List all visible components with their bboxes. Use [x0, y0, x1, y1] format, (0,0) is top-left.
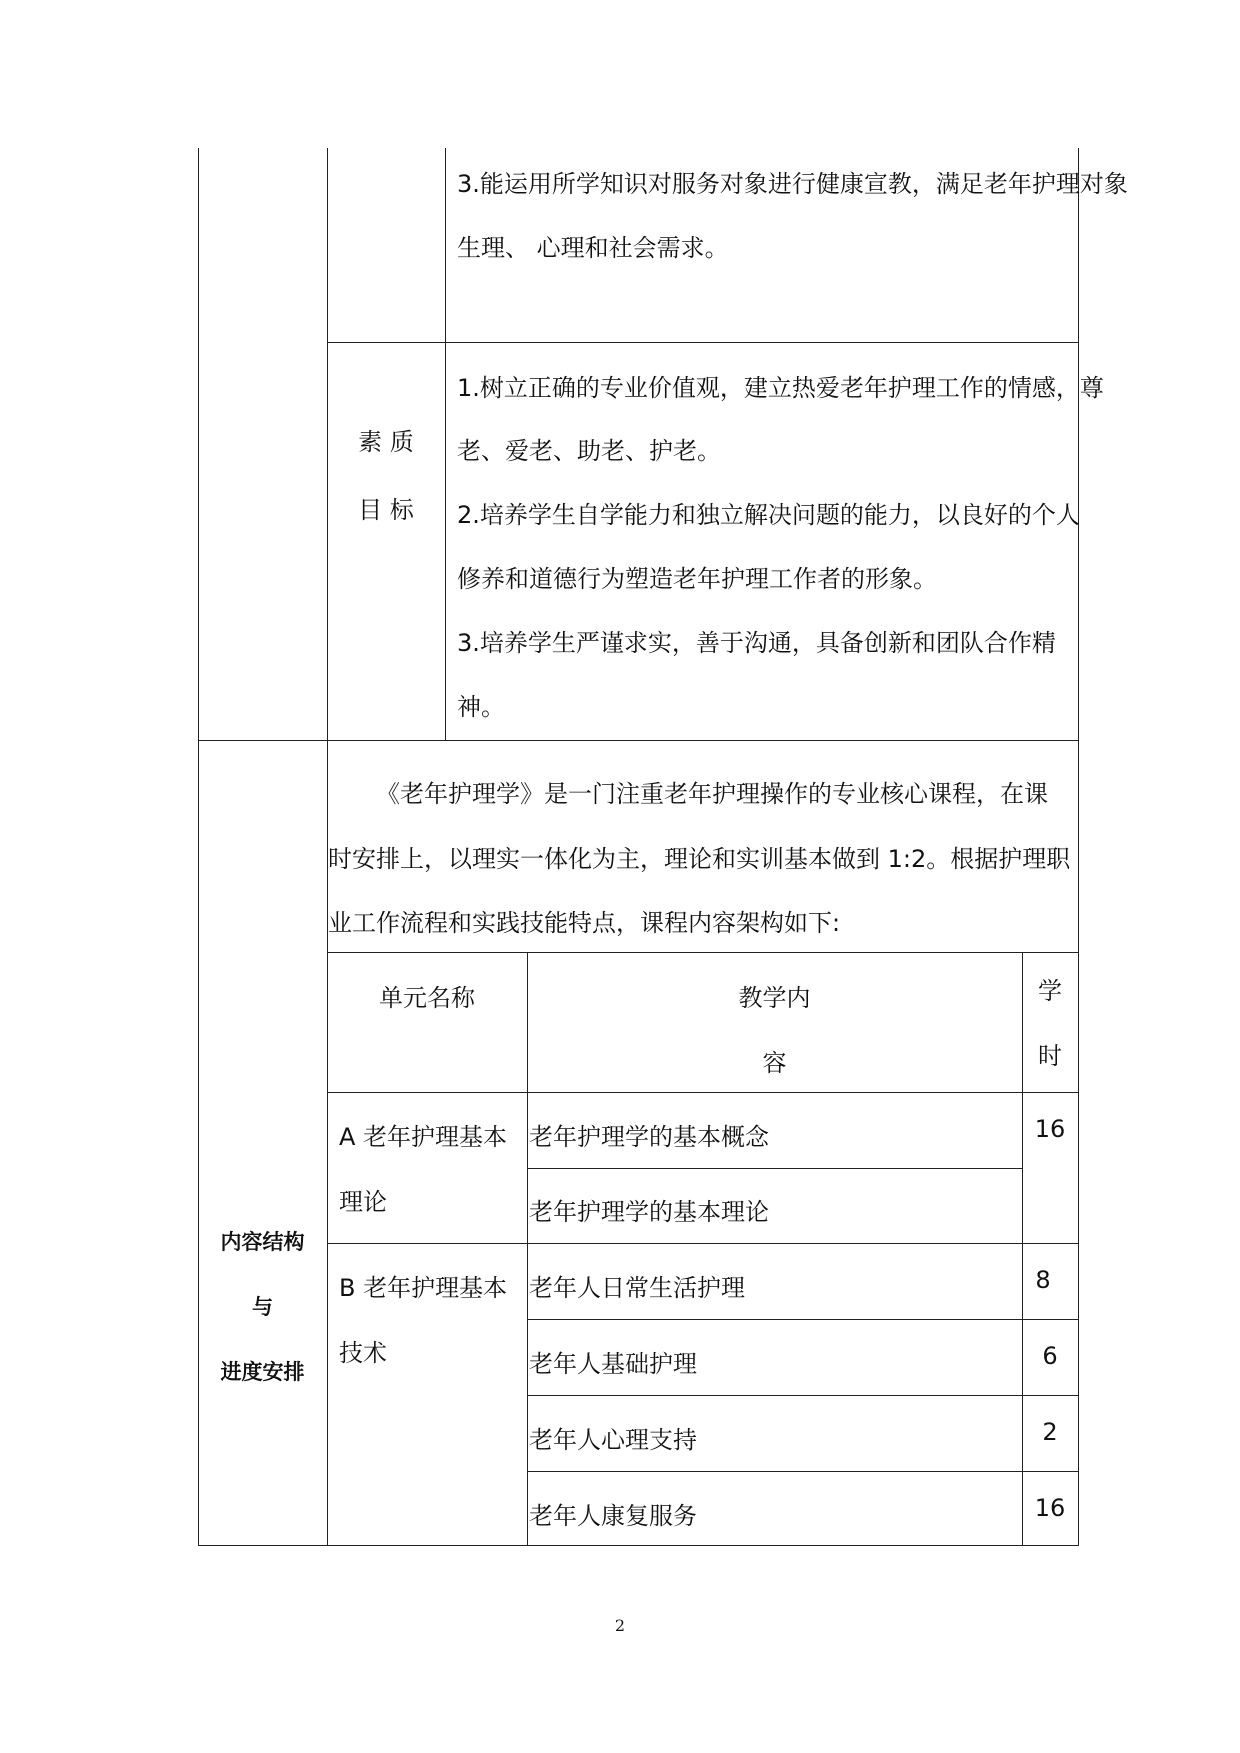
content-section-label-2: 与: [252, 1295, 273, 1319]
header-hours-line2: 时: [1038, 1042, 1062, 1070]
unit-b-row3-content: 老年人心理支持: [529, 1426, 697, 1454]
header-content-line2: 容: [762, 1049, 787, 1077]
table-border-right: [1078, 148, 1079, 1546]
row-divider-section: [198, 740, 1079, 741]
intro-line1: 《老年护理学》是一门注重老年护理操作的专业核心课程，在课: [376, 780, 1048, 808]
intro-line2: 时安排上，以理实一体化为主，理论和实训基本做到 1:2。根据护理职: [328, 845, 1071, 873]
inner-col-unit: [527, 952, 528, 1546]
quality-goal-1-line2: 老、爱老、助老、护老。: [457, 437, 721, 465]
page-number: 2: [614, 1616, 626, 1635]
unit-b-row4-content: 老年人康复服务: [529, 1502, 697, 1530]
inner-header-bottom: [327, 1092, 1079, 1093]
unit-b-row1-hours: 8: [1035, 1266, 1051, 1294]
unit-b-name-line2: 技术: [339, 1339, 387, 1367]
unit-b-row3-hours: 2: [1042, 1418, 1058, 1446]
inner-table-top: [327, 952, 1079, 953]
unit-a-hours: 16: [1034, 1115, 1066, 1143]
inner-row-b3-bottom: [527, 1471, 1079, 1472]
table-border-col2: [445, 148, 446, 740]
header-unit-name: 单元名称: [379, 984, 475, 1012]
unit-a-row1-content: 老年护理学的基本概念: [529, 1123, 769, 1151]
quality-goal-label-2: 目 标: [358, 496, 414, 524]
table-border-left: [198, 148, 199, 1546]
quality-goal-2-line1: 2.培养学生自学能力和独立解决问题的能力，以良好的个人: [457, 501, 1080, 529]
unit-a-row2-content: 老年护理学的基本理论: [529, 1198, 769, 1226]
quality-goal-3-line2: 神。: [457, 693, 505, 721]
inner-row-b1-bottom: [527, 1319, 1079, 1320]
inner-row-a1-bottom: [527, 1168, 1022, 1169]
unit-b-row1-content: 老年人日常生活护理: [529, 1274, 745, 1302]
unit-b-row2-content: 老年人基础护理: [529, 1350, 697, 1378]
content-section-label-3: 进度安排: [220, 1360, 305, 1384]
unit-b-row4-hours: 16: [1034, 1494, 1066, 1522]
quality-goal-3-line1: 3.培养学生严谨求实，善于沟通，具备创新和团队合作精: [457, 629, 1056, 657]
skill-goal-3-line2: 生理、 心理和社会需求。: [457, 234, 729, 262]
quality-goal-label-1: 素 质: [358, 428, 414, 456]
inner-unit-a-bottom: [327, 1243, 1079, 1244]
table-border-bottom: [198, 1545, 1079, 1546]
quality-goal-1-line1: 1.树立正确的专业价值观，建立热爱老年护理工作的情感，尊: [457, 374, 1104, 402]
skill-goal-3-line1: 3.能运用所学知识对服务对象进行健康宣教，满足老年护理对象: [457, 170, 1128, 198]
quality-goal-2-line2: 修养和道德行为塑造老年护理工作者的形象。: [457, 565, 937, 593]
unit-a-name-line2: 理论: [339, 1188, 387, 1216]
intro-line3: 业工作流程和实践技能特点，课程内容架构如下:: [328, 909, 841, 937]
content-section-label-1: 内容结构: [220, 1230, 305, 1254]
unit-b-name-line1: B 老年护理基本: [339, 1274, 508, 1302]
header-content-line1: 教学内: [738, 984, 811, 1012]
unit-b-row2-hours: 6: [1042, 1342, 1058, 1370]
unit-a-name-line1: A 老年护理基本: [339, 1123, 508, 1151]
inner-row-b2-bottom: [527, 1395, 1079, 1396]
header-hours-line1: 学: [1038, 977, 1062, 1005]
row-divider-skill-quality: [327, 342, 1079, 343]
